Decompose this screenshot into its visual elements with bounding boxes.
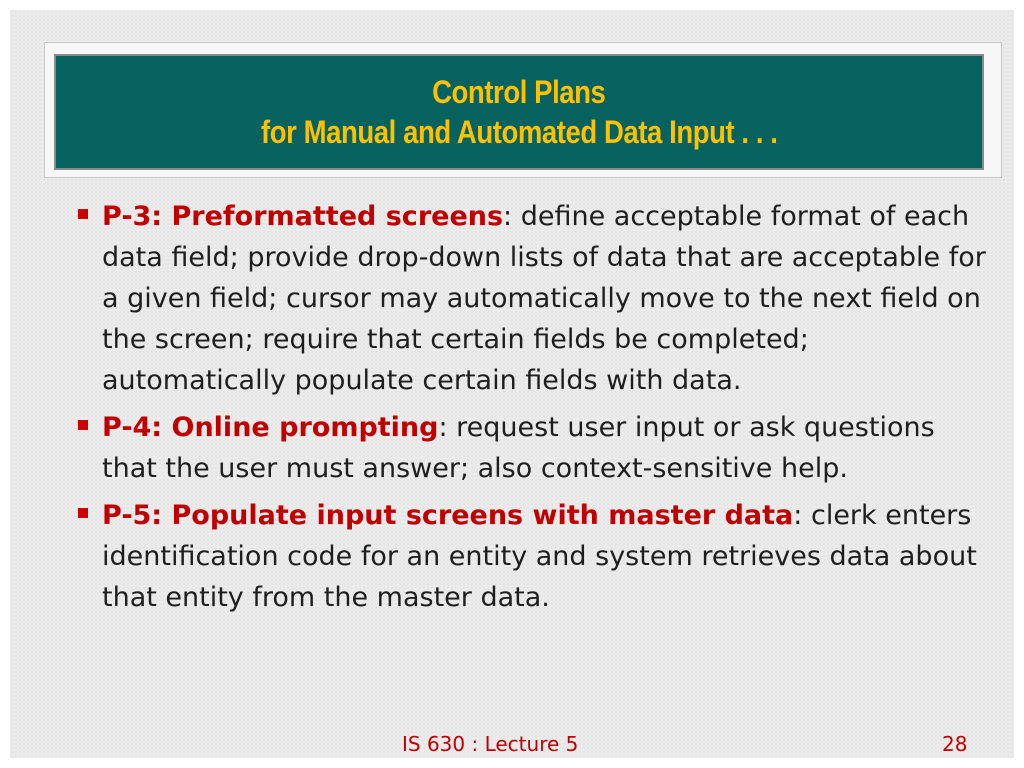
square-bullet-icon	[78, 420, 88, 430]
title-box	[54, 54, 984, 170]
bullet-item-p4	[70, 407, 990, 489]
bullet-list	[70, 196, 990, 624]
bullet-term: P-3: Preformatted screens	[102, 201, 504, 232]
square-bullet-icon	[78, 209, 88, 219]
slide	[10, 10, 1014, 758]
bullet-term: P-4: Online prompting	[102, 412, 439, 443]
bullet-item-p3	[70, 196, 990, 401]
footer-course: IS 630 : Lecture 5	[402, 732, 579, 756]
bullet-text: : clerk enters identification code for an entity and system retrieves data about that entity from the master data.	[102, 500, 977, 613]
bullet-term: P-5: Populate input screens with master data	[102, 500, 794, 531]
bullet-text: : request user input or ask questions that the user must answer; also context-sensitive help.	[102, 412, 935, 484]
bullet-text: : define acceptable format of each data field; provide drop-down lists of data that are acceptable for a given field; cursor may automatically move to the next field on the screen; require that certain fields be completed; automatically populate certain fields with data.	[102, 201, 986, 396]
footer-page-number: 28	[942, 732, 968, 756]
square-bullet-icon	[78, 508, 88, 518]
bullet-item-p5	[70, 495, 990, 618]
title-line-1: Control Plans	[432, 74, 606, 110]
title-line-2: for Manual and Automated Data Input . . .	[260, 114, 778, 150]
